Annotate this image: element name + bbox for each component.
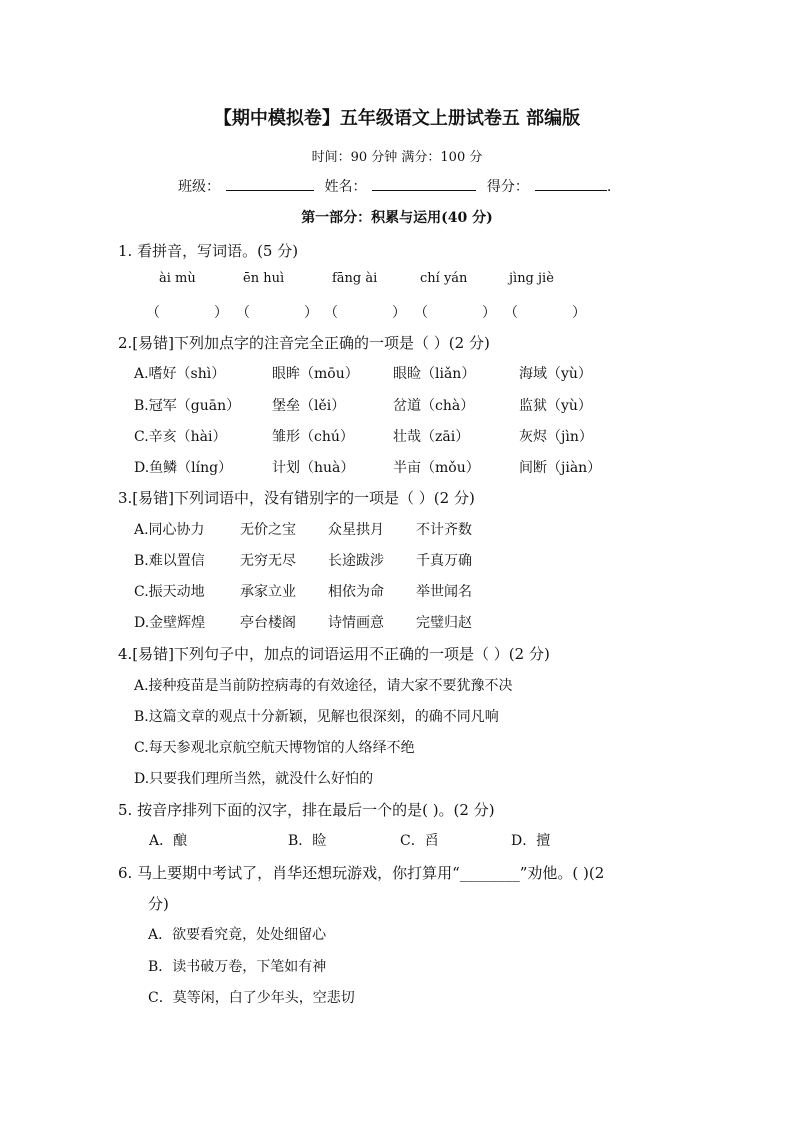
q4-option-a: A.接种疫苗是当前防控病毒的有效途径，请大家不要犹豫不决 — [134, 678, 513, 694]
q2-option-b-2: 堡垒（lěi） — [272, 398, 346, 414]
q4-stem: 4.[易错]下列句子中，加点的词语运用不正确的一项是（ ）(2 分) — [118, 645, 550, 663]
q1-pinyin-4: chí yán — [420, 271, 468, 286]
q3-option-d-3: 诗情画意 — [328, 615, 384, 631]
score-label: 得分： — [486, 179, 529, 195]
q2-option-d-1: D.鱼鳞（líng） — [134, 460, 233, 476]
q6-option-c: C．莫等闲，白了少年头，空悲切 — [148, 990, 355, 1006]
q5-stem: 5. 按音序排列下面的汉字，排在最后一个的是( )。(2 分) — [118, 801, 495, 819]
q3-option-a-2: 无价之宝 — [240, 522, 296, 538]
section-heading: 第一部分：积累与运用(40 分) — [301, 210, 493, 226]
q1-pinyin-2: ēn huì — [243, 271, 285, 286]
q3-stem: 3.[易错]下列词语中，没有错别字的一项是（ ）(2 分) — [118, 489, 475, 507]
exam-title: 【期中模拟卷】五年级语文上册试卷五 部编版 — [213, 108, 581, 129]
q2-option-c-4: 灰烬（jìn） — [519, 429, 593, 445]
exam-meta: 时间：90 分钟 满分：100 分 — [311, 150, 483, 165]
q5-option-b: B．睑 — [288, 833, 327, 849]
q2-option-b-3: 岔道（chà） — [393, 398, 475, 414]
q3-option-a-4: 不计齐数 — [416, 522, 472, 538]
class-blank — [226, 176, 314, 191]
q4-option-c: C.每天参观北京航空航天博物馆的人络绎不绝 — [134, 740, 415, 756]
end-mark: . — [606, 179, 612, 195]
q1-stem: 1. 看拼音，写词语。(5 分) — [118, 242, 299, 260]
q2-stem: 2.[易错]下列加点字的注音完全正确的一项是（ ）(2 分) — [118, 334, 490, 352]
q2-option-d-3: 半亩（mǒu） — [393, 460, 480, 476]
q3-option-b-2: 无穷无尽 — [240, 553, 296, 569]
q2-option-c-2: 雏形（chú） — [272, 429, 354, 445]
q2-option-b-1: B.冠军（guān） — [134, 398, 241, 414]
q6-option-b: B．读书破万卷，下笔如有神 — [148, 959, 327, 975]
q4-option-d: D.只要我们理所当然，就没什么好怕的 — [134, 771, 374, 787]
q2-option-c-1: C.辛亥（hài） — [134, 429, 227, 445]
q3-option-b-3: 长途跋涉 — [328, 553, 384, 569]
q3-option-c-4: 举世闻名 — [416, 584, 472, 600]
q3-option-d-2: 亭台楼阁 — [240, 615, 296, 631]
q2-option-a-3: 眼睑（liǎn） — [393, 366, 476, 382]
q2-option-c-3: 壮哉（zāi） — [393, 429, 470, 445]
q3-option-c-2: 承家立业 — [240, 584, 296, 600]
q2-option-a-4: 海域（yù） — [519, 366, 592, 382]
q5-option-c: C．舀 — [400, 833, 439, 849]
q3-option-d-4: 完璧归赵 — [416, 615, 472, 631]
q4-option-b: B.这篇文章的观点十分新颖，见解也很深刻，的确不同凡响 — [134, 709, 499, 725]
q1-answer-box-3[interactable]: （ ） — [324, 305, 406, 321]
q6-stem-continued: 分) — [148, 895, 169, 913]
q3-option-b-1: B.难以置信 — [134, 553, 205, 569]
student-info-row — [178, 176, 611, 196]
q1-answer-box-5[interactable]: （ ） — [504, 305, 586, 321]
name-blank — [372, 176, 476, 191]
q2-option-a-2: 眼眸（mōu） — [272, 366, 359, 382]
q5-option-d: D．擅 — [511, 833, 551, 849]
name-label: 姓名： — [324, 179, 367, 195]
q3-option-a-3: 众星拱月 — [328, 522, 384, 538]
q1-pinyin-3: fāng ài — [332, 271, 378, 286]
q3-option-c-3: 相依为命 — [328, 584, 384, 600]
q2-option-a-1: A.嗜好（shì） — [134, 366, 226, 382]
q1-pinyin-5: jìng jiè — [509, 271, 554, 286]
score-blank — [535, 176, 607, 191]
q1-pinyin-1: ài mù — [159, 271, 196, 286]
q3-option-c-1: C.振天动地 — [134, 584, 205, 600]
q2-option-d-2: 计划（huà） — [272, 460, 355, 476]
q3-option-d-1: D.金壁辉煌 — [134, 615, 206, 631]
q6-option-a: A．欲要看究竟，处处细留心 — [148, 927, 327, 943]
class-label: 班级： — [178, 179, 220, 195]
q1-answer-box-1[interactable]: （ ） — [146, 305, 228, 321]
q2-option-d-4: 间断（jiàn） — [519, 460, 602, 476]
q1-answer-box-4[interactable]: （ ） — [414, 305, 496, 321]
q2-option-b-4: 监狱（yù） — [519, 398, 592, 414]
q5-option-a: A．酿 — [149, 833, 188, 849]
q6-stem: 6. 马上要期中考试了，肖华还想玩游戏，你打算用“________”劝他。( )(2 — [118, 864, 605, 882]
q3-option-a-1: A.同心协力 — [134, 522, 205, 538]
q1-answer-box-2[interactable]: （ ） — [236, 305, 318, 321]
q3-option-b-4: 千真万确 — [416, 553, 472, 569]
